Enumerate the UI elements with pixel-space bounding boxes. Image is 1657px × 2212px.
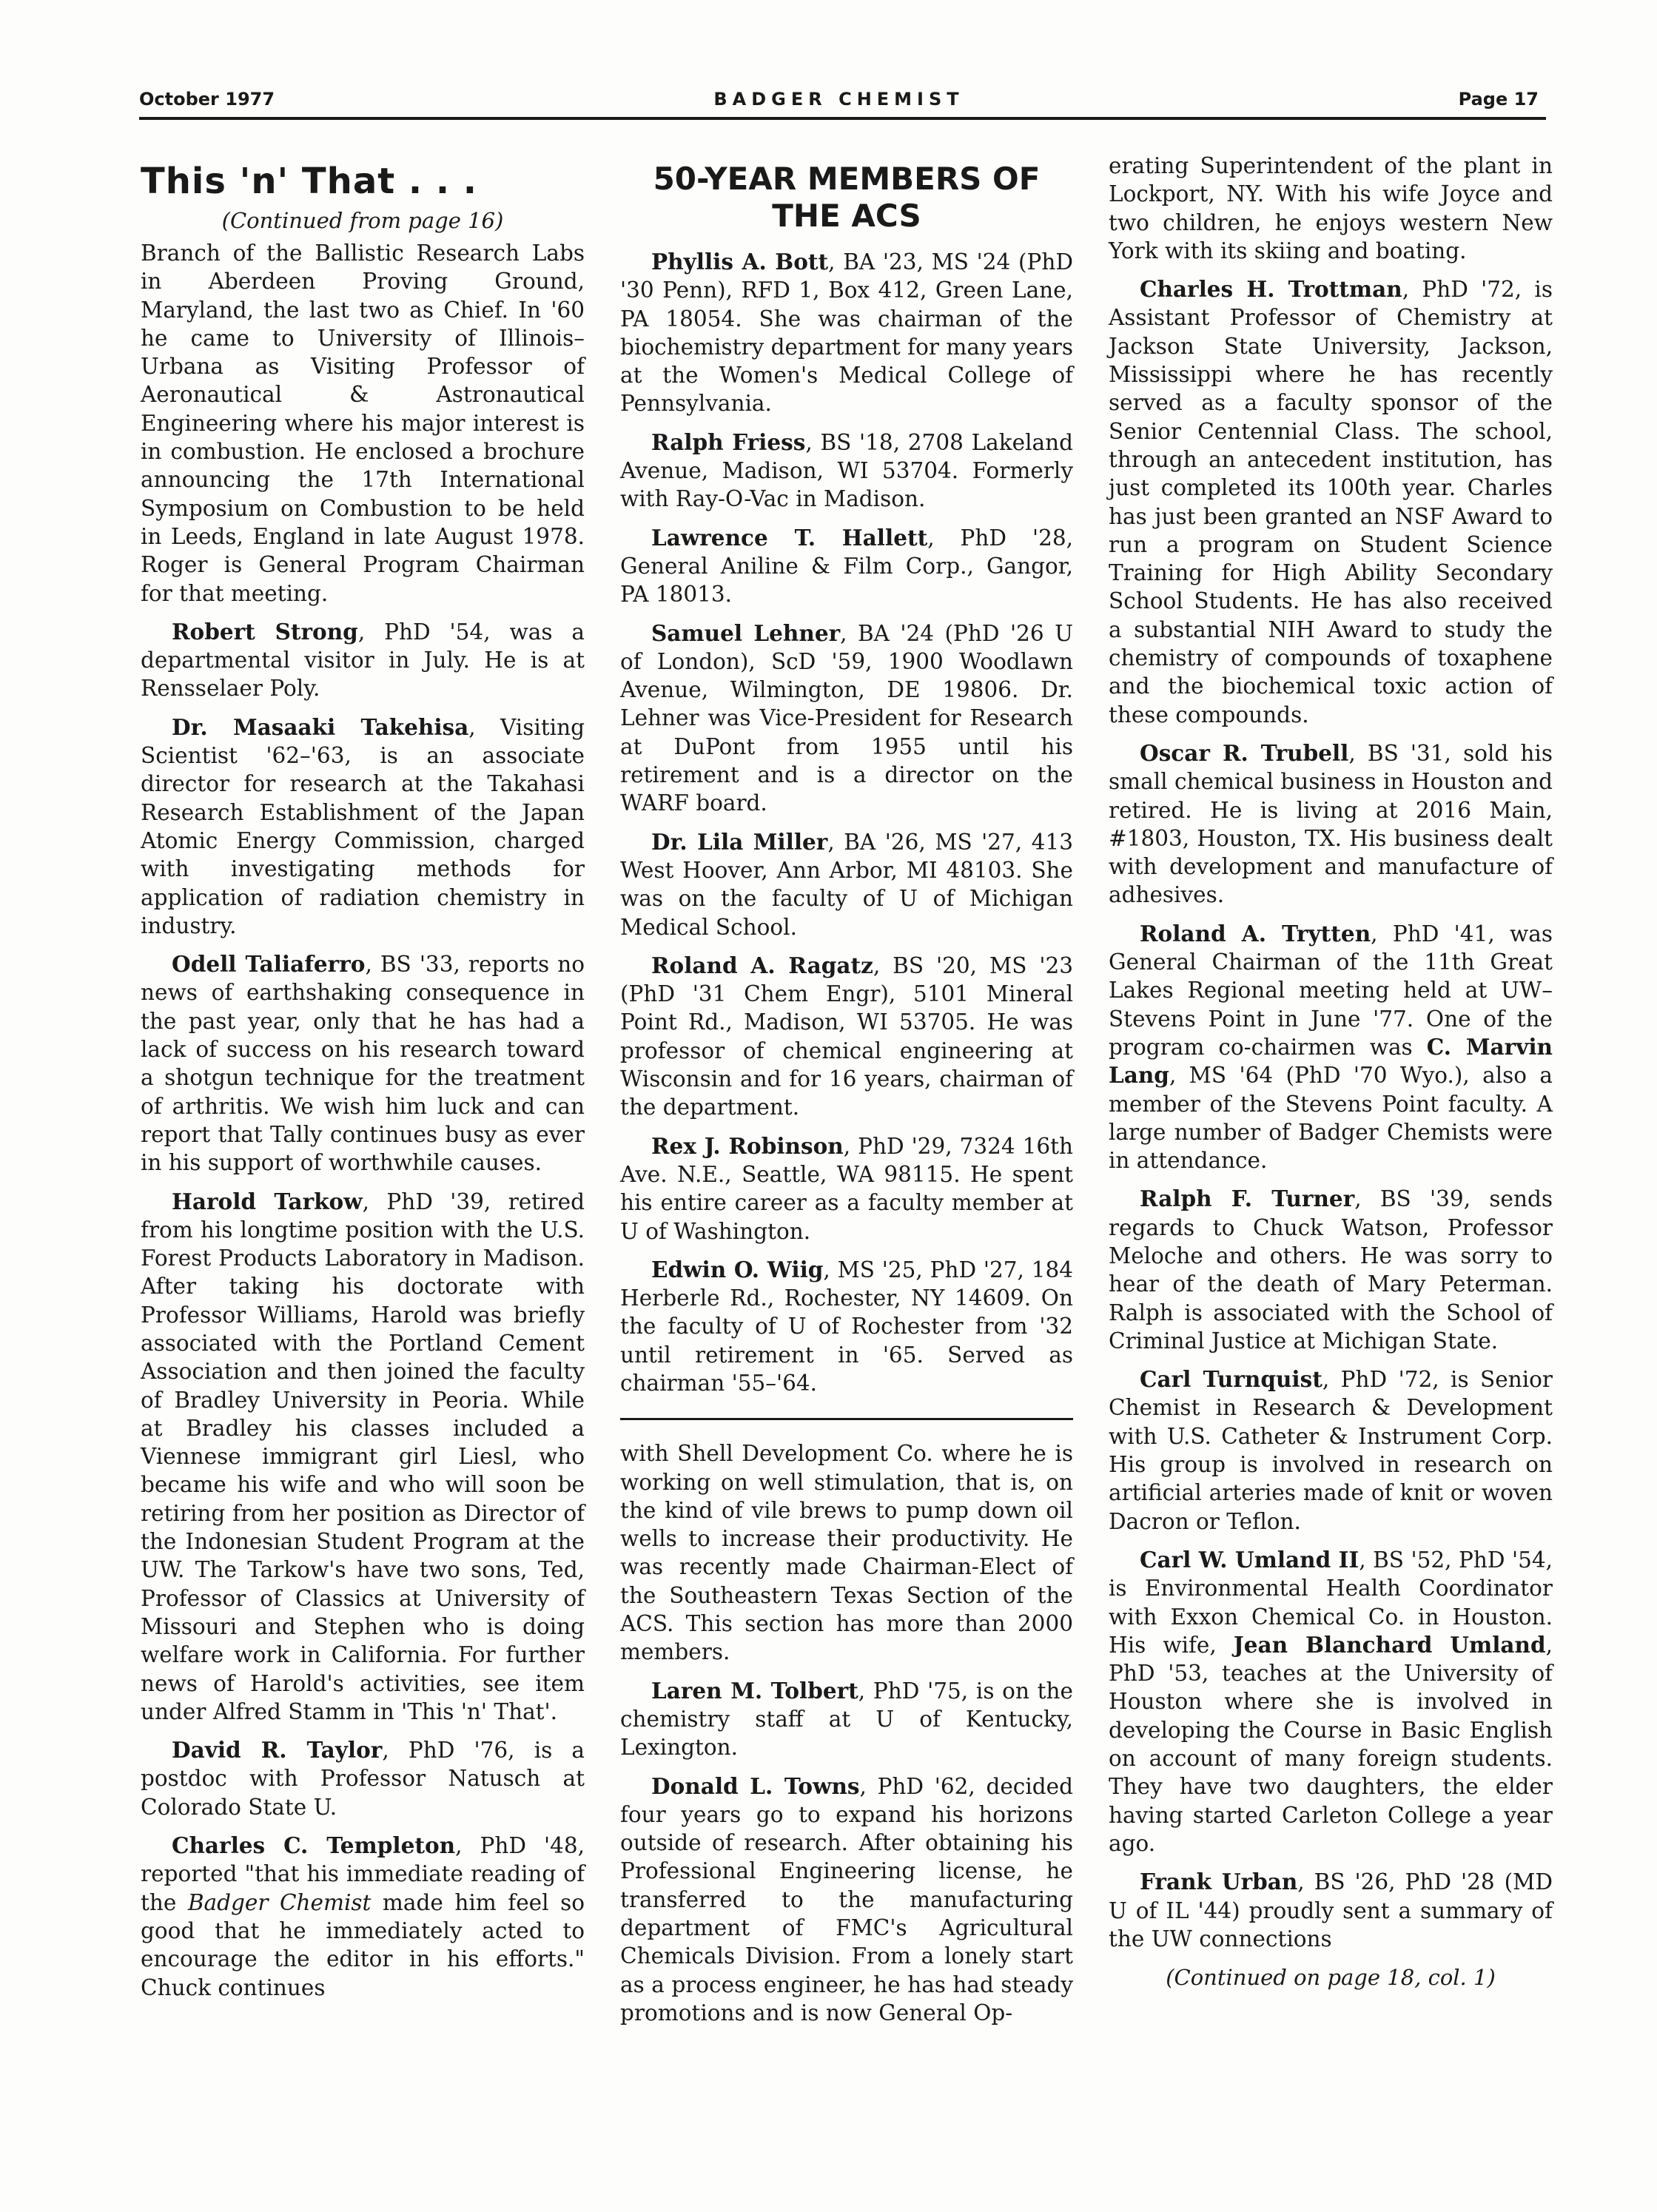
paragraph-text: Branch of the Ballistic Research Labs in Aberdeen Proving Ground, Maryland, the last two as Chief. In '60 he came to University of Illinois–Urbana as Visiting Professor of Aeronautical & Astronautical Engineering where his major interest is in combustion. He enclosed a brochure announcing the 17th International Symposium on Combustion to be held in Leeds, England in late August 1978. Roger is General Program Chairman for that meeting. (141, 241, 585, 606)
member-entry (620, 828, 1073, 941)
member-entry (620, 1256, 1073, 1397)
paragraph-text: , PhD '62, decided four years go to expand his horizons outside of research. After obtaining his Professional Engineering license, he transferred to the manufacturing department of FMC's Agricultural Chemicals Division. From a lonely start as a process engineer, he has had steady promotions and is now General Op- (620, 1773, 1073, 2026)
paragraph-text: , Visiting Scientist '62–'63, is an associate director for research at the Takahasi Research Establishment of the Japan Atomic Energy Commission, charged with investigating methods for application of radiation chemistry in industry. (141, 714, 585, 938)
person-name: Roland A. Ragatz (651, 952, 873, 978)
person-name: David R. Taylor (172, 1737, 383, 1764)
paragraph-text: made him feel so good that he immediately acted to encourage the editor in his efforts." Chuck continues (141, 1889, 585, 2000)
paragraph-text: , MS '64 (PhD '70 Wyo.), also a member of the Stevens Point faculty. A large number of Badger Chemists were in attendance. (1109, 1063, 1553, 1174)
article-title (620, 161, 1073, 235)
paragraph (1109, 1185, 1553, 1355)
entry-text: , PhD '28, General Aniline & Film Corp., Gangor, PA 18013. (620, 525, 1073, 608)
person-name: Rex J. Robinson (651, 1132, 844, 1159)
member-entry (620, 619, 1073, 818)
paragraph-text: , PhD '48, reported "that his immediate reading of the (141, 1833, 585, 1915)
person-name: Ralph F. Turner (1140, 1186, 1355, 1212)
person-name: Robert Strong (172, 618, 358, 645)
paragraph-text: , PhD '39, retired from his longtime position with the U.S. Forest Products Laboratory in Madison. After taking his doctorate with Professor Williams, Harold was briefly associated with the Portland Cement Association and then joined the faculty of Bradley University in Peoria. While at Bradley his classes included a Viennese immigrant girl Liesl, who became his wife and who will soon be retiring from her position as Director of the Indonesian Student Program at the UW. The Tarkow's have two sons, Ted, Professor of Classics at University of Missouri and Stephen who is doing welfare work in California. For further news of Harold's activities, see item under Alfred Stamm in 'This 'n' That'. (141, 1189, 585, 1724)
person-name: Oscar R. Trubell (1140, 739, 1349, 766)
paragraph-text: , PhD '53, teaches at the University of Houston where she is involved in developing the Course in Basic English on account of many foreign students. They have two daughters, the elder having started Carleton College a year ago. (1109, 1632, 1553, 1856)
entry-text: , BA '24 (PhD '26 U of London), ScD '59, 1900 Woodlawn Avenue, Wilmington, DE 19806. Dr. Lehner was Vice-President for Research at DuPont from 1955 until his retirement and is a director on the WARF board. (620, 620, 1073, 816)
paragraph (1109, 920, 1553, 1175)
entry-text: , BA '23, MS '24 (PhD '30 Penn), RFD 1, Box 412, Green Lane, PA 18054. She was chairman of the biochemistry department for many years at the Women's Medical College of Pennsylvania. (620, 249, 1074, 417)
article-title-line: THE ACS (772, 198, 921, 234)
person-name: Phyllis A. Bott (651, 249, 829, 275)
person-name: Roland A. Trytten (1140, 920, 1371, 947)
paragraph-text: , BS '33, reports no news of earthshaking consequence in the past year, only that he has had a lack of success on his research toward a shotgun technique for the treatment of arthritis. We wish him luck and can report that Tally continues busy as ever in his support of worthwhile causes. (141, 952, 585, 1176)
paragraph-text: erating Superintendent of the plant in Lockport, NY. With his wife Joyce and two children, he enjoys western New York with its skiing and boating. (1109, 153, 1553, 263)
paragraph-text: , PhD '76, is a postdoc with Professor Natusch at Colorado State U. (141, 1738, 585, 1820)
person-name: Harold Tarkow (172, 1188, 363, 1214)
member-entry (620, 428, 1073, 514)
person-name: Dr. Masaaki Takehisa (172, 713, 469, 740)
paragraph (141, 239, 585, 608)
member-entry (620, 952, 1073, 1122)
entry-text: , MS '25, PhD '27, 184 Herberle Rd., Rochester, NY 14609. On the faculty of U of Rochester from '32 until retirement in '65. Served as chairman '55–'64. (620, 1257, 1073, 1396)
paragraph (141, 1736, 585, 1821)
paragraph (1109, 275, 1553, 729)
section-divider (620, 1418, 1073, 1420)
entry-text: , BS '20, MS '23 (PhD '31 Chem Engr), 5101 Mineral Point Rd., Madison, WI 53705. He was professor of chemical engineering at Wisconsin and for 16 years, chairman of the department. (620, 952, 1073, 1120)
paragraph-text: , PhD '41, was General Chairman of the 11th Great Lakes Regional meeting held at UW–Stevens Point in June '77. One of the program co-chairmen was (1109, 921, 1553, 1060)
person-name: C. Marvin Lang (1109, 1033, 1553, 1089)
page-number: Page 17 (1458, 89, 1539, 110)
continued-on-note: (Continued on page 18, col. 1) (1166, 1965, 1496, 1991)
member-entry (620, 248, 1073, 418)
article-title-line: 50-YEAR MEMBERS OF (653, 161, 1041, 197)
entry-text: , BS '18, 2708 Lakeland Avenue, Madison, WI 53704. Formerly with Ray-O-Vac in Madison. (620, 429, 1073, 512)
paragraph (1109, 1868, 1553, 1953)
paragraph (620, 1772, 1073, 2028)
person-name: Laren M. Tolbert (651, 1677, 858, 1704)
running-head (139, 86, 1539, 115)
person-name: Dr. Lila Miller (651, 828, 828, 855)
paragraph-text: , BS '39, sends regards to Chuck Watson, Professor Meloche and others. He was sorry to hear of the death of Mary Peterman. Ralph is associated with the School of Criminal Justice at Michigan State. (1109, 1186, 1553, 1354)
publication-title: Badger Chemist (187, 1889, 372, 1915)
person-name: Jean Blanchard Umland (1233, 1631, 1546, 1658)
column-1 (141, 152, 585, 2012)
person-name: Carl W. Umland II (1140, 1546, 1359, 1573)
paragraph-text: , PhD '72, is Assistant Professor of Chemistry at Jackson State University, Jackson, Mississippi where he has recently served as a faculty sponsor of the Senior Centennial Class. The school, through an antecedent institution, has just completed its 100th year. Charles has just been granted an NSF Award to run a program on Student Science Training for High Ability Secondary School Students. He has also received a substantial NIH Award to study the chemistry of compounds of toxaphene and the biochemical toxic action of these compounds. (1109, 277, 1553, 727)
paragraph (141, 950, 585, 1177)
person-name: Carl Turnquist (1140, 1366, 1322, 1393)
person-name: Lawrence T. Hallett (651, 524, 928, 551)
column-2 (620, 152, 1073, 2037)
paragraph (620, 1677, 1073, 1762)
paragraph-text: with Shell Development Co. where he is working on well stimulation, that is, on the kind of vile brews to pump down oil wells to increase their productivity. He was recently made Chairman-Elect of the Southeastern Texas Section of the ACS. This section has more than 2000 members. (620, 1441, 1073, 1665)
person-name: Samuel Lehner (651, 619, 841, 646)
paragraph-text: , BS '26, PhD '28 (MD U of IL '44) proudly sent a summary of the UW connections (1109, 1869, 1553, 1952)
paragraph (141, 1832, 585, 2002)
paragraph (1109, 1546, 1553, 1858)
member-entry (620, 524, 1073, 609)
paragraph (1109, 152, 1553, 265)
paragraph-text: , BS '52, PhD '54, is Environmental Health Coordinator with Exxon Chemical Co. in Houston. His wife, (1109, 1547, 1553, 1658)
continued-from-note: (Continued from page 16) (221, 208, 504, 233)
section-title: This 'n' That . . . (141, 161, 478, 202)
publication-name: BADGER CHEMIST (713, 89, 964, 110)
paragraph (141, 1188, 585, 1727)
paragraph-text: , PhD '72, is Senior Chemist in Research & Development with U.S. Catheter & Instrument Corp. His group is involved in research on artificial arteries made of knit or woven Dacron or Teflon. (1109, 1367, 1553, 1534)
column-3 (1109, 152, 1553, 1991)
paragraph-text: , PhD '54, was a departmental visitor in July. He is at Rensselaer Poly. (141, 619, 585, 702)
issue-date: October 1977 (139, 89, 275, 110)
person-name: Odell Taliaferro (172, 951, 366, 978)
entry-text: , PhD '29, 7324 16th Ave. N.E., Seattle, WA 98115. He spent his entire career as a faculty member at U of Washington. (620, 1133, 1073, 1244)
person-name: Charles H. Trottman (1140, 276, 1402, 303)
paragraph-text: , PhD '75, is on the chemistry staff at U of Kentucky, Lexington. (620, 1678, 1073, 1761)
person-name: Donald L. Towns (651, 1772, 860, 1799)
person-name: Charles C. Templeton (172, 1832, 456, 1859)
paragraph (1109, 1365, 1553, 1536)
entry-text: , BA '26, MS '27, 413 West Hoover, Ann Arbor, MI 48103. She was on the faculty of U of Michigan Medical School. (620, 829, 1073, 940)
member-entry (620, 1132, 1073, 1245)
paragraph-text: , BS '31, sold his small chemical business in Houston and retired. He is living at 2016 Main, #1803, Houston, TX. His business dealt with development and manufacture of adhesives. (1109, 740, 1553, 908)
header-rule (139, 117, 1546, 120)
paragraph (141, 618, 585, 703)
paragraph (1109, 739, 1553, 910)
person-name: Ralph Friess (651, 428, 806, 455)
person-name: Edwin O. Wiig (651, 1256, 824, 1283)
paragraph (620, 1439, 1073, 1666)
paragraph (141, 713, 585, 940)
person-name: Frank Urban (1140, 1869, 1298, 1895)
